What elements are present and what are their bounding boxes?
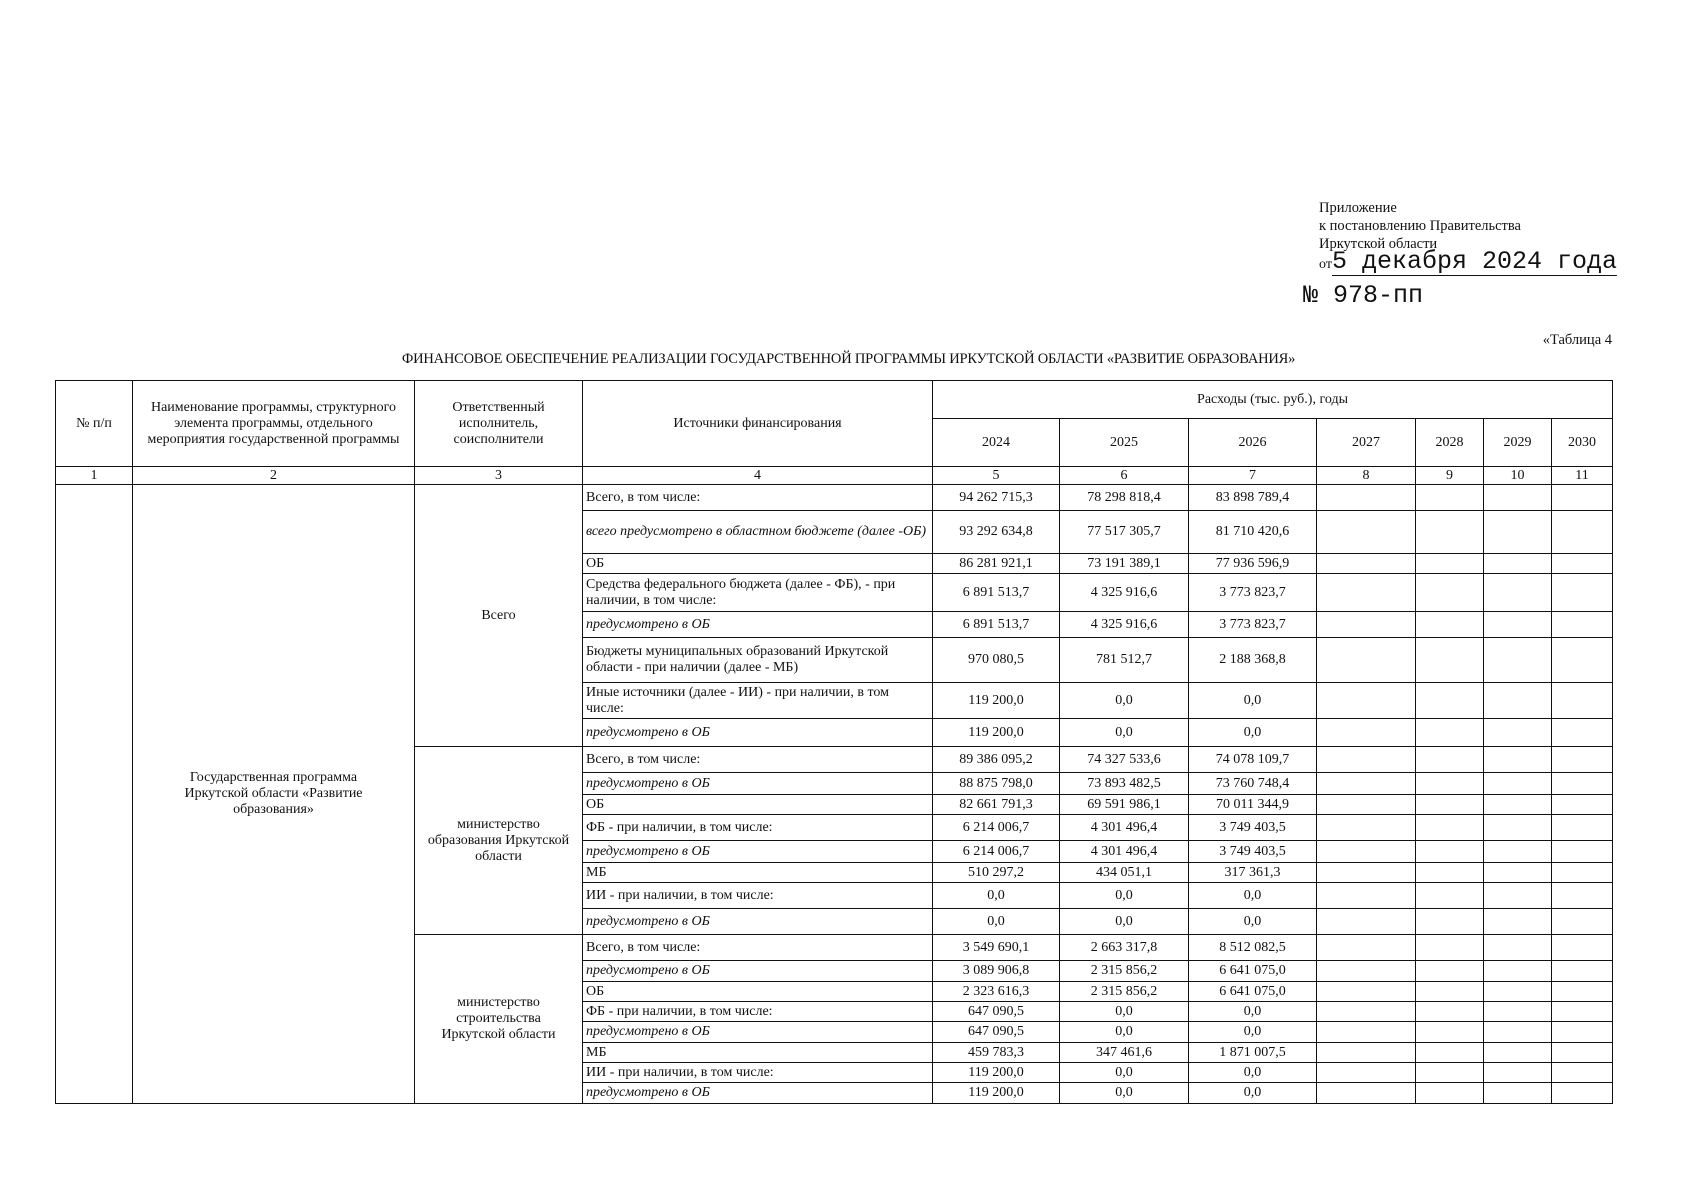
executor-cell: Всего — [415, 485, 583, 747]
value-cell-2025: 73 191 389,1 — [1060, 554, 1189, 574]
source-cell: ФБ - при наличии, в том числе: — [583, 1002, 933, 1022]
value-cell-2026: 317 361,3 — [1189, 863, 1317, 883]
empty-cell-2030 — [1552, 554, 1613, 574]
empty-cell-2030 — [1552, 909, 1613, 935]
source-cell: МБ — [583, 1043, 933, 1063]
empty-cell-2027 — [1317, 815, 1416, 841]
empty-cell-2028 — [1416, 909, 1484, 935]
header-year: 2027 — [1317, 419, 1416, 467]
value-cell-2024: 119 200,0 — [933, 1083, 1060, 1104]
empty-cell-2027 — [1317, 1022, 1416, 1043]
empty-cell-2029 — [1484, 883, 1552, 909]
empty-cell-2030 — [1552, 638, 1613, 683]
empty-cell-2028 — [1416, 1002, 1484, 1022]
header-year: 2029 — [1484, 419, 1552, 467]
empty-cell-2028 — [1416, 612, 1484, 638]
empty-cell-2028 — [1416, 935, 1484, 961]
empty-cell-2029 — [1484, 841, 1552, 863]
value-cell-2026: 73 760 748,4 — [1189, 773, 1317, 795]
value-cell-2026: 0,0 — [1189, 1002, 1317, 1022]
value-cell-2024: 119 200,0 — [933, 683, 1060, 719]
empty-cell-2029 — [1484, 574, 1552, 612]
empty-cell-2027 — [1317, 747, 1416, 773]
empty-cell-2030 — [1552, 863, 1613, 883]
decree-date: 5 декабря 2024 года — [1331, 247, 1617, 276]
value-cell-2026: 0,0 — [1189, 909, 1317, 935]
value-cell-2026: 0,0 — [1189, 1022, 1317, 1043]
value-cell-2025: 69 591 986,1 — [1060, 795, 1189, 815]
appendix-line-3: Иркутской области — [1319, 236, 1438, 252]
source-cell: ИИ - при наличии, в том числе: — [583, 1063, 933, 1083]
empty-cell-2027 — [1317, 554, 1416, 574]
value-cell-2024: 6 214 006,7 — [933, 815, 1060, 841]
empty-cell-2027 — [1317, 883, 1416, 909]
empty-cell-2029 — [1484, 638, 1552, 683]
empty-cell-2030 — [1552, 485, 1613, 511]
value-cell-2025: 2 663 317,8 — [1060, 935, 1189, 961]
empty-cell-2029 — [1484, 773, 1552, 795]
column-index: 7 — [1189, 467, 1317, 485]
empty-cell-2027 — [1317, 909, 1416, 935]
empty-cell-2030 — [1552, 1083, 1613, 1104]
empty-cell-2029 — [1484, 1022, 1552, 1043]
decree-number: № 978-пп — [1303, 281, 1424, 310]
column-index: 3 — [415, 467, 583, 485]
value-cell-2026: 77 936 596,9 — [1189, 554, 1317, 574]
empty-cell-2027 — [1317, 935, 1416, 961]
header-year: 2026 — [1189, 419, 1317, 467]
source-cell: предусмотрено в ОБ — [583, 1083, 933, 1104]
empty-cell-2028 — [1416, 574, 1484, 612]
empty-cell-2030 — [1552, 841, 1613, 863]
value-cell-2026: 8 512 082,5 — [1189, 935, 1317, 961]
empty-cell-2028 — [1416, 982, 1484, 1002]
value-cell-2024: 94 262 715,3 — [933, 485, 1060, 511]
empty-cell-2027 — [1317, 961, 1416, 982]
value-cell-2025: 74 327 533,6 — [1060, 747, 1189, 773]
empty-cell-2030 — [1552, 683, 1613, 719]
value-cell-2025: 4 301 496,4 — [1060, 815, 1189, 841]
table-row — [56, 485, 1613, 511]
value-cell-2024: 647 090,5 — [933, 1022, 1060, 1043]
value-cell-2024: 88 875 798,0 — [933, 773, 1060, 795]
value-cell-2026: 0,0 — [1189, 883, 1317, 909]
value-cell-2026: 0,0 — [1189, 683, 1317, 719]
source-cell: ОБ — [583, 554, 933, 574]
value-cell-2025: 0,0 — [1060, 719, 1189, 747]
value-cell-2024: 6 891 513,7 — [933, 612, 1060, 638]
empty-cell-2027 — [1317, 1002, 1416, 1022]
header-executor: Ответственный исполнитель, соисполнители — [415, 381, 583, 467]
empty-cell-2029 — [1484, 683, 1552, 719]
empty-cell-2027 — [1317, 485, 1416, 511]
source-cell: предусмотрено в ОБ — [583, 1022, 933, 1043]
value-cell-2024: 86 281 921,1 — [933, 554, 1060, 574]
empty-cell-2028 — [1416, 1083, 1484, 1104]
empty-cell-2029 — [1484, 863, 1552, 883]
value-cell-2025: 78 298 818,4 — [1060, 485, 1189, 511]
source-cell: предусмотрено в ОБ — [583, 719, 933, 747]
empty-cell-2029 — [1484, 982, 1552, 1002]
value-cell-2024: 82 661 791,3 — [933, 795, 1060, 815]
source-cell: Всего, в том числе: — [583, 935, 933, 961]
value-cell-2026: 0,0 — [1189, 1083, 1317, 1104]
value-cell-2025: 4 325 916,6 — [1060, 574, 1189, 612]
empty-cell-2030 — [1552, 982, 1613, 1002]
value-cell-2024: 0,0 — [933, 883, 1060, 909]
value-cell-2024: 3 089 906,8 — [933, 961, 1060, 982]
appendix-line-1: Приложение — [1319, 200, 1397, 216]
value-cell-2026: 6 641 075,0 — [1189, 961, 1317, 982]
source-cell: предусмотрено в ОБ — [583, 909, 933, 935]
value-cell-2025: 0,0 — [1060, 1083, 1189, 1104]
empty-cell-2027 — [1317, 841, 1416, 863]
value-cell-2025: 77 517 305,7 — [1060, 511, 1189, 554]
value-cell-2026: 83 898 789,4 — [1189, 485, 1317, 511]
value-cell-2026: 70 011 344,9 — [1189, 795, 1317, 815]
source-cell: Всего, в том числе: — [583, 747, 933, 773]
empty-cell-2030 — [1552, 511, 1613, 554]
empty-cell-2030 — [1552, 1002, 1613, 1022]
empty-cell-2030 — [1552, 719, 1613, 747]
source-cell: всего предусмотрено в областном бюджете (далее -ОБ) — [583, 511, 933, 554]
empty-cell-2028 — [1416, 485, 1484, 511]
value-cell-2025: 0,0 — [1060, 909, 1189, 935]
empty-cell-2028 — [1416, 719, 1484, 747]
value-cell-2024: 119 200,0 — [933, 1063, 1060, 1083]
empty-cell-2028 — [1416, 1063, 1484, 1083]
document-title: ФИНАНСОВОЕ ОБЕСПЕЧЕНИЕ РЕАЛИЗАЦИИ ГОСУДАРСТВЕННОЙ ПРОГРАММЫ ИРКУТСКОЙ ОБЛАСТИ «РАЗВИТИЕ ОБРАЗОВАНИЯ» — [401, 351, 1296, 367]
empty-cell-2030 — [1552, 1043, 1613, 1063]
empty-cell-2030 — [1552, 1063, 1613, 1083]
empty-cell-2029 — [1484, 554, 1552, 574]
source-cell: Средства федерального бюджета (далее - ФБ), - при наличии, в том числе: — [583, 574, 933, 612]
empty-cell-2028 — [1416, 841, 1484, 863]
source-cell: Всего, в том числе: — [583, 485, 933, 511]
empty-cell-2030 — [1552, 1022, 1613, 1043]
financing-table — [55, 380, 1613, 1104]
empty-cell-2027 — [1317, 795, 1416, 815]
value-cell-2024: 2 323 616,3 — [933, 982, 1060, 1002]
empty-cell-2030 — [1552, 574, 1613, 612]
empty-cell-2028 — [1416, 554, 1484, 574]
empty-cell-2029 — [1484, 795, 1552, 815]
executor-cell: министерство образования Иркутской области — [415, 747, 583, 935]
empty-cell-2029 — [1484, 747, 1552, 773]
column-index: 6 — [1060, 467, 1189, 485]
empty-cell-2030 — [1552, 795, 1613, 815]
appendix-line-2: к постановлению Правительства — [1319, 218, 1521, 234]
empty-cell-2030 — [1552, 773, 1613, 795]
value-cell-2024: 510 297,2 — [933, 863, 1060, 883]
value-cell-2024: 459 783,3 — [933, 1043, 1060, 1063]
empty-cell-2028 — [1416, 961, 1484, 982]
header-year: 2025 — [1060, 419, 1189, 467]
value-cell-2026: 81 710 420,6 — [1189, 511, 1317, 554]
column-index: 8 — [1317, 467, 1416, 485]
source-cell: предусмотрено в ОБ — [583, 841, 933, 863]
value-cell-2025: 781 512,7 — [1060, 638, 1189, 683]
empty-cell-2030 — [1552, 815, 1613, 841]
value-cell-2026: 2 188 368,8 — [1189, 638, 1317, 683]
value-cell-2026: 1 871 007,5 — [1189, 1043, 1317, 1063]
empty-cell-2030 — [1552, 935, 1613, 961]
table-label: «Таблица 4 — [1542, 332, 1612, 348]
column-index: 10 — [1484, 467, 1552, 485]
table-header — [56, 381, 1613, 485]
empty-cell-2027 — [1317, 1043, 1416, 1063]
empty-cell-2030 — [1552, 612, 1613, 638]
value-cell-2026: 0,0 — [1189, 1063, 1317, 1083]
empty-cell-2027 — [1317, 638, 1416, 683]
value-cell-2025: 434 051,1 — [1060, 863, 1189, 883]
empty-cell-2030 — [1552, 747, 1613, 773]
value-cell-2024: 6 214 006,7 — [933, 841, 1060, 863]
value-cell-2025: 347 461,6 — [1060, 1043, 1189, 1063]
value-cell-2026: 0,0 — [1189, 719, 1317, 747]
empty-cell-2027 — [1317, 863, 1416, 883]
column-index: 9 — [1416, 467, 1484, 485]
value-cell-2025: 73 893 482,5 — [1060, 773, 1189, 795]
value-cell-2026: 74 078 109,7 — [1189, 747, 1317, 773]
empty-cell-2029 — [1484, 719, 1552, 747]
header-sources: Источники финансирования — [583, 381, 933, 467]
source-cell: предусмотрено в ОБ — [583, 961, 933, 982]
empty-cell-2028 — [1416, 863, 1484, 883]
empty-cell-2027 — [1317, 719, 1416, 747]
value-cell-2025: 4 325 916,6 — [1060, 612, 1189, 638]
empty-cell-2028 — [1416, 683, 1484, 719]
source-cell: ФБ - при наличии, в том числе: — [583, 815, 933, 841]
empty-cell-2029 — [1484, 511, 1552, 554]
decree-date-line — [1319, 247, 1617, 276]
value-cell-2026: 6 641 075,0 — [1189, 982, 1317, 1002]
value-cell-2025: 0,0 — [1060, 1002, 1189, 1022]
value-cell-2025: 0,0 — [1060, 883, 1189, 909]
value-cell-2025: 2 315 856,2 — [1060, 982, 1189, 1002]
value-cell-2026: 3 749 403,5 — [1189, 841, 1317, 863]
value-cell-2026: 3 773 823,7 — [1189, 612, 1317, 638]
value-cell-2024: 970 080,5 — [933, 638, 1060, 683]
row-number-cell — [56, 485, 133, 1104]
empty-cell-2028 — [1416, 1043, 1484, 1063]
empty-cell-2029 — [1484, 1083, 1552, 1104]
empty-cell-2029 — [1484, 1002, 1552, 1022]
empty-cell-2027 — [1317, 1063, 1416, 1083]
value-cell-2024: 3 549 690,1 — [933, 935, 1060, 961]
program-name-cell: Государственная программа Иркутской области «Развитие образования» — [133, 485, 415, 1104]
value-cell-2026: 3 749 403,5 — [1189, 815, 1317, 841]
appendix-block — [1319, 199, 1521, 253]
empty-cell-2028 — [1416, 883, 1484, 909]
source-cell: ИИ - при наличии, в том числе: — [583, 883, 933, 909]
value-cell-2024: 119 200,0 — [933, 719, 1060, 747]
column-index: 11 — [1552, 467, 1613, 485]
source-cell: ОБ — [583, 982, 933, 1002]
header-year: 2024 — [933, 419, 1060, 467]
executor-cell: министерство строительства Иркутской области — [415, 935, 583, 1104]
empty-cell-2028 — [1416, 815, 1484, 841]
column-index: 4 — [583, 467, 933, 485]
empty-cell-2029 — [1484, 1063, 1552, 1083]
empty-cell-2027 — [1317, 773, 1416, 795]
value-cell-2025: 0,0 — [1060, 683, 1189, 719]
empty-cell-2029 — [1484, 612, 1552, 638]
empty-cell-2028 — [1416, 747, 1484, 773]
header-expenses: Расходы (тыс. руб.), годы — [933, 381, 1613, 419]
value-cell-2025: 4 301 496,4 — [1060, 841, 1189, 863]
empty-cell-2028 — [1416, 511, 1484, 554]
value-cell-2026: 3 773 823,7 — [1189, 574, 1317, 612]
source-cell: Иные источники (далее - ИИ) - при наличии, в том числе: — [583, 683, 933, 719]
header-year: 2028 — [1416, 419, 1484, 467]
column-index: 5 — [933, 467, 1060, 485]
empty-cell-2028 — [1416, 638, 1484, 683]
value-cell-2024: 0,0 — [933, 909, 1060, 935]
value-cell-2024: 93 292 634,8 — [933, 511, 1060, 554]
empty-cell-2028 — [1416, 795, 1484, 815]
source-cell: Бюджеты муниципальных образований Иркутской области - при наличии (далее - МБ) — [583, 638, 933, 683]
column-index: 1 — [56, 467, 133, 485]
value-cell-2025: 2 315 856,2 — [1060, 961, 1189, 982]
empty-cell-2027 — [1317, 683, 1416, 719]
value-cell-2025: 0,0 — [1060, 1022, 1189, 1043]
empty-cell-2027 — [1317, 612, 1416, 638]
empty-cell-2029 — [1484, 1043, 1552, 1063]
empty-cell-2030 — [1552, 883, 1613, 909]
value-cell-2024: 6 891 513,7 — [933, 574, 1060, 612]
date-prefix: от — [1319, 257, 1332, 272]
empty-cell-2028 — [1416, 1022, 1484, 1043]
empty-cell-2029 — [1484, 485, 1552, 511]
empty-cell-2028 — [1416, 773, 1484, 795]
empty-cell-2030 — [1552, 961, 1613, 982]
value-cell-2024: 89 386 095,2 — [933, 747, 1060, 773]
source-cell: предусмотрено в ОБ — [583, 612, 933, 638]
empty-cell-2027 — [1317, 511, 1416, 554]
empty-cell-2027 — [1317, 574, 1416, 612]
empty-cell-2029 — [1484, 909, 1552, 935]
value-cell-2024: 647 090,5 — [933, 1002, 1060, 1022]
header-year: 2030 — [1552, 419, 1613, 467]
empty-cell-2027 — [1317, 1083, 1416, 1104]
table-body — [56, 485, 1613, 1104]
header-name: Наименование программы, структурного элемента программы, отдельного мероприятия государственной программы — [133, 381, 415, 467]
header-num: № п/п — [56, 381, 133, 467]
source-cell: ОБ — [583, 795, 933, 815]
source-cell: предусмотрено в ОБ — [583, 773, 933, 795]
empty-cell-2029 — [1484, 961, 1552, 982]
value-cell-2025: 0,0 — [1060, 1063, 1189, 1083]
empty-cell-2027 — [1317, 982, 1416, 1002]
empty-cell-2029 — [1484, 935, 1552, 961]
column-index: 2 — [133, 467, 415, 485]
source-cell: МБ — [583, 863, 933, 883]
empty-cell-2029 — [1484, 815, 1552, 841]
